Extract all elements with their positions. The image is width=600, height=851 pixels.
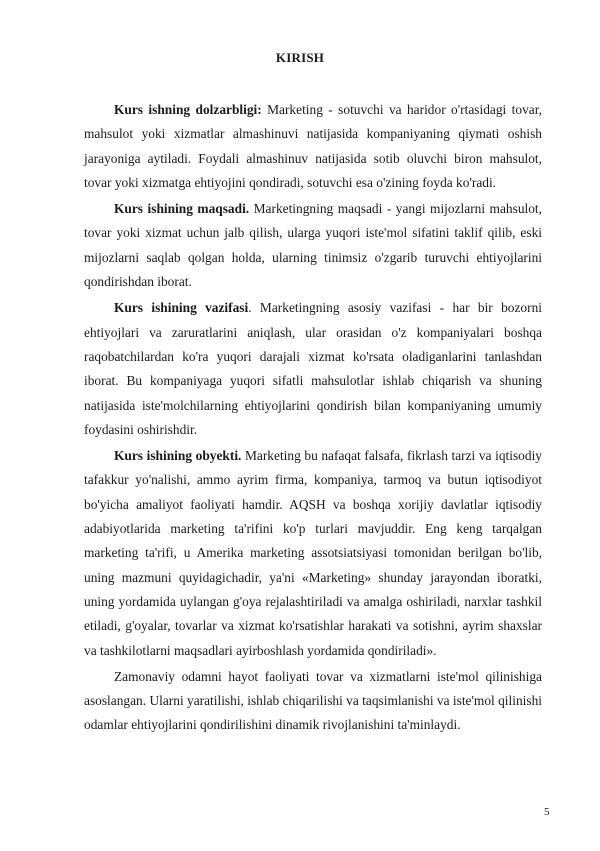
page-number: 5 (544, 806, 550, 818)
paragraph-goal (84, 197, 542, 294)
paragraph-text: Marketing - sotuvchi va haridor o'rtasidagi tovar, mahsulot yoki xizmatlar almashinuvi natijasida kompaniyaning qiymati oshish jarayoniga aytiladi. Foydali almashinuv natijasida sotib oluvchi biron mahsulot, tovar yoki xizmatga ehtiyojini qondiradi, sotuvchi esa o'zining foyda ko'radi. (84, 102, 542, 190)
page-title: KIRISH (275, 50, 325, 65)
paragraph-lead: Kurs ishining maqsadi. (114, 201, 250, 217)
paragraph-text: . Marketingning asosiy vazifasi - har bir bozorni ehtiyojlari va zaruratlarini aniqlash, ular orasidan o'z kompaniyalari boshqa raqobatchilardan ko'ra yuqori darajali xizmat ko'rsata oladiganlarini tanlashdan iborat. Bu kompaniyaga yuqori sifatli mahsulotlar ishlab chiqarish va shuning natijasida iste'molchilarning ehtiyojlarini qondirish bilan kompaniyaning umumiy foydasini oshirishdir. (84, 300, 542, 437)
paragraph-conclusion (84, 665, 542, 738)
paragraph-lead: Kurs ishining obyekti. (114, 448, 242, 464)
paragraph-relevance (84, 98, 542, 195)
document-body (84, 98, 542, 740)
paragraph-lead: Kurs ishining vazifasi (114, 300, 249, 316)
paragraph-text: Marketing bu nafaqat falsafa, fikrlash tarzi va iqtisodiy tafakkur yo'nalishi, ammo ayrim firma, kompaniya, tarmoq va butun iqtisodiyot bo'yicha amaliyot faoliyati hamdir. AQSH va boshqa xorijiy davlatlar iqtisodiy adabiyotlarida marketing ta'rifini ko'p turlari mavjuddir. Eng keng tarqalgan marketing ta'rifi, u Amerika marketing assotsiatsiyasi tomonidan berilgan bo'lib, uning mazmuni quyidagichadir, ya'ni «Marketing» shunday jarayondan iboratki, uning yordamida uylangan g'oya rejalashtiriladi va amalga oshiriladi, narxlar tashkil etiladi, g'oyalar, tovarlar va xizmat ko'rsatishlar harakati va sotishni, ayrim shaxslar va tashkilotlarni maqsadlari ayirboshlash yordamida qondiriladi». (84, 448, 542, 658)
paragraph-object (84, 444, 542, 663)
paragraph-lead: Kurs ishning dolzarbligi: (114, 102, 262, 117)
paragraph-task (84, 296, 542, 442)
paragraph-text: Zamonaviy odamni hayot faoliyati tovar va xizmatlarni iste'mol qilinishiga asoslangan. Ularni yaratilishi, ishlab chiqarilishi va taqsimlanishi va iste'mol qilinishi odamlar ehtiyojlarini qondirilishini dinamik rivojlanishini ta'minlaydi. (84, 668, 542, 733)
paragraph-text: Marketingning maqsadi - yangi mijozlarni mahsulot, tovar yoki xizmat uchun jalb qilish, ularga yuqori iste'mol sifatini taklif qilib, eski mijozlarni saqlab qolgan holda, ularning tinimsiz o'zgarib turuvchi ehtiyojlarini qondirishdan iborat. (84, 201, 543, 290)
